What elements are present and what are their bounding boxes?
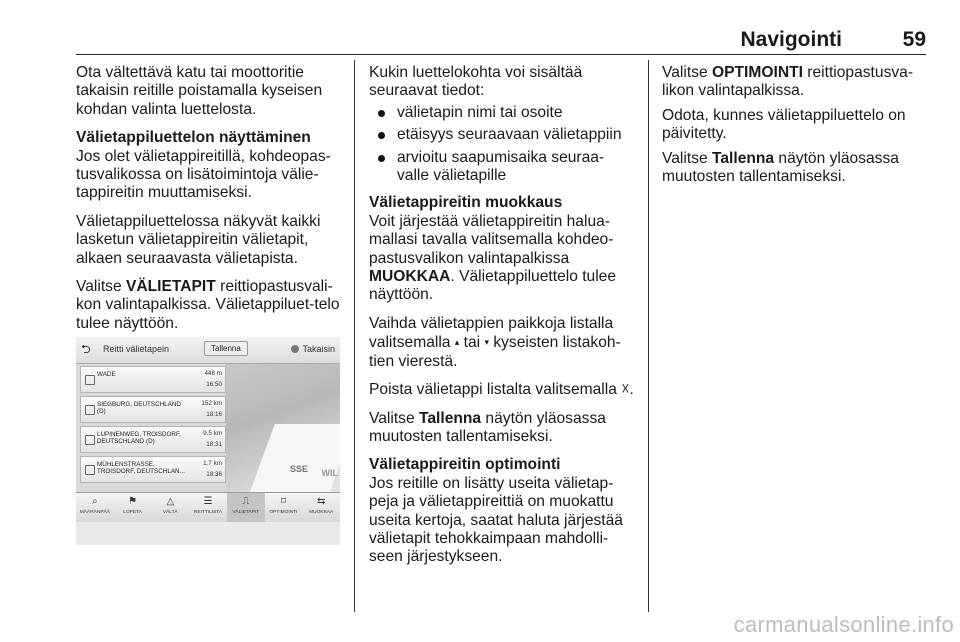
column-divider-1 (354, 60, 355, 612)
intro-paragraph: Ota vältettävä katu tai moottoritie takaisin reitille poistamalla kyseisen kohdan valinta luettelosta. (76, 64, 323, 118)
waypoint-row (80, 426, 226, 453)
text: Valitse (662, 149, 712, 167)
navigation-screenshot (76, 337, 340, 545)
bullet-item: etäisyys seuraavaan välietappiin (369, 126, 635, 144)
paragraph (76, 278, 344, 333)
waypoint-time: 18:16 (206, 411, 222, 418)
waypoint-icon (85, 375, 95, 385)
paragraph (369, 315, 635, 371)
stop-button (114, 493, 152, 522)
button-label: MUOKKAA (309, 510, 334, 515)
header-rule (76, 54, 926, 55)
waypoint-row (80, 396, 226, 423)
waypoint-time: 18:31 (206, 441, 222, 448)
waypoint-name: MÜHLENSTRASSE, TROISDORF, DEUTSCHLAN... (97, 461, 185, 476)
text: tai (459, 334, 485, 352)
avoid-button (151, 493, 189, 522)
text: reittiopastusva-likon valintapalkissa. (662, 64, 914, 100)
paragraph (369, 410, 635, 447)
waypoint-name: SIEGBURG, DEUTSCHLAND (D) (97, 401, 181, 416)
bold-term: OPTIMOINTI (711, 64, 803, 81)
heading-optimize-waypoint-route: Välietappireitin optimointi (369, 456, 561, 474)
map-view (226, 364, 340, 492)
bullet-item: välietapin nimi tai osoite (369, 104, 635, 122)
waypoint-icon (85, 405, 95, 415)
stop-icon: ⚑ (128, 496, 138, 507)
back-arrow-icon: ⮌ (81, 342, 91, 356)
map-label: WIL (321, 468, 338, 478)
paragraph: Välietappiluettelossa näkyvät kaikki lasketun välietappireitin välietapit, alkaen seuraavasta välietapista. (76, 212, 321, 267)
button-label: VÄLIETAPIT (232, 510, 260, 515)
watermark: carmanualsonline.info (733, 612, 954, 637)
button-label: OPTIMOINTI (269, 510, 298, 515)
route-list-button (189, 493, 227, 522)
bullet-list (369, 104, 635, 186)
edit-icon: ⇆ (316, 496, 326, 507)
text: kyseisten listakoh-tien vierestä. (369, 334, 621, 370)
destination-icon: ⌕ (92, 496, 98, 507)
bold-term: Tallenna (418, 409, 482, 427)
back-circle-icon (291, 345, 299, 353)
waypoint-distance: 9.5 km (203, 430, 222, 437)
screenshot-title: Reitti välietapein (103, 344, 170, 354)
text: Valitse (662, 64, 712, 81)
waypoint-distance: 448 m (204, 370, 222, 377)
bold-term: Tallenna (711, 149, 775, 167)
paragraph: Poista välietappi listalta valitsemalla ☓. (369, 381, 634, 399)
edit-button (302, 493, 340, 522)
map-road (249, 424, 340, 494)
heading-show-waypoint-list: Välietappiluettelon näyttäminen (76, 129, 311, 147)
intro-paragraph: Kukin luettelokohta voi sisältää seuraavat tiedot: (369, 64, 583, 100)
up-triangle-icon: ▴ (454, 337, 460, 348)
waypoint-icon (85, 465, 95, 475)
bold-term: MUOKKAA (369, 268, 451, 286)
waypoint-distance: 1.7 km (203, 460, 222, 467)
optimize-icon: ⌑ (280, 496, 287, 507)
save-button: Tallenna (204, 341, 248, 356)
text: näytön yläosassa muutosten tallentamiseksi. (662, 149, 899, 186)
waypoint-icon (85, 435, 95, 445)
button-label: REITTILISTA (193, 510, 223, 515)
bullet-item: arvioitu saapumisaika seuraa-valle välietapille (369, 149, 635, 186)
waypoints-icon: ⎍ (242, 496, 250, 507)
waypoint-time: 16:50 (206, 381, 222, 388)
column-1 (76, 64, 344, 343)
waypoint-time: 18:36 (206, 471, 222, 478)
screenshot-footer (76, 522, 340, 545)
text: Voit järjestää välietappireitin halua-mallasi tavalla valitsemalla kohdeo-pastusvalikon valintapalkissa (369, 212, 614, 267)
paragraph (369, 213, 635, 305)
text: Vaihda välietappien paikkoja listalla valitsemalla (369, 314, 614, 352)
waypoint-name: LUPINENWEG, TROISDORF, DEUTSCHLAND (D) (97, 431, 181, 446)
page-number: 59 (902, 28, 926, 51)
paragraph (662, 150, 928, 187)
back-button (291, 344, 335, 354)
waypoint-row (80, 366, 226, 393)
waypoint-distance: 152 km (201, 400, 222, 407)
selection-bar (76, 492, 340, 522)
avoid-icon: △ (166, 496, 175, 507)
heading-edit-waypoint-route: Välietappireitin muokkaus (369, 194, 563, 212)
paragraph: Jos olet välietappireitillä, kohdeopas-tusvalikossa on lisätoimintoja välie-tappireitin muuttamiseksi. (76, 147, 331, 202)
column-divider-2 (648, 60, 649, 612)
text: näytön yläosassa muutosten tallentamiseksi. (369, 409, 606, 445)
paragraph: Jos reitille on lisätty useita välietap-peja ja välietappireittiä on muokattu useita kertoja, saatat haluta järjestää välietapit tehokkaimpaan mahdolli-seen järjestykseen. (369, 474, 623, 566)
waypoint-list (80, 366, 226, 486)
paragraph (662, 64, 928, 101)
waypoint-name: WADE (97, 371, 116, 378)
destination-button (76, 493, 114, 522)
optimize-button (265, 493, 303, 522)
map-label: SSE (290, 464, 309, 474)
section-title: Navigointi (740, 28, 842, 51)
text: reittiopastusvali-kon valintapalkissa. Välietappiluet-telo tulee näyttöön. (76, 278, 340, 332)
waypoints-button (227, 493, 265, 522)
column-3 (662, 64, 928, 196)
down-triangle-icon: ▾ (484, 337, 489, 348)
text: . Välietappiluettelo tulee näyttöön. (369, 268, 617, 304)
route-list-icon: ☰ (203, 496, 213, 507)
screenshot-title-bar (76, 337, 340, 364)
text: Valitse (76, 278, 126, 296)
back-label: Takaisin (302, 344, 335, 354)
button-label: VÄLTÄ (162, 510, 178, 515)
bold-term: VÄLIETAPIT (125, 278, 216, 296)
button-label: MÄÄRÄNPÄÄ (79, 510, 110, 515)
button-label: LOPETA (123, 510, 142, 515)
paragraph: Odota, kunnes välietappiluettelo on päivitetty. (662, 106, 906, 143)
waypoint-row (80, 456, 226, 483)
text: Valitse (369, 409, 419, 427)
column-2 (369, 64, 635, 577)
